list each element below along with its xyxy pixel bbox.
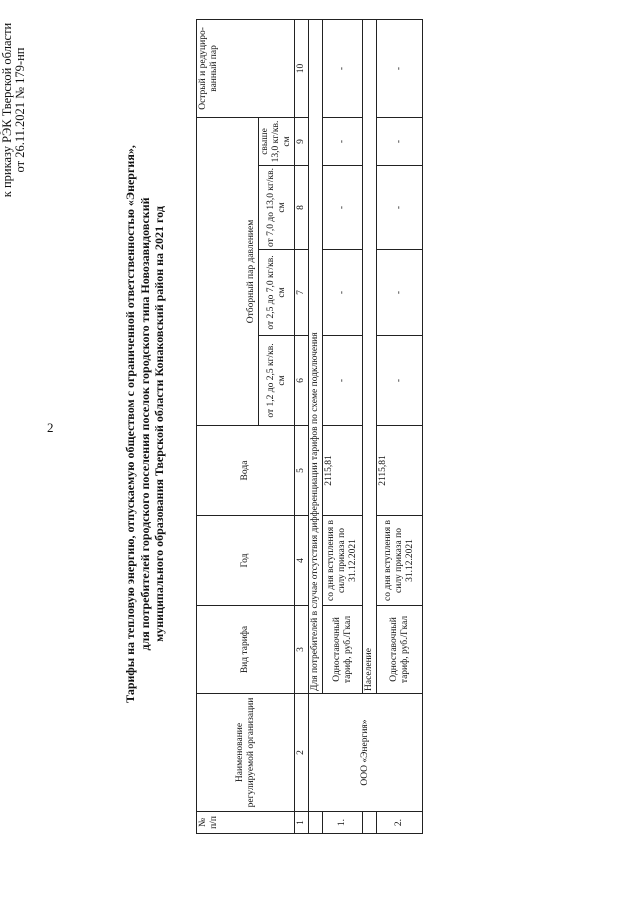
header-org: Наименование регулируемой организации	[197, 694, 295, 812]
row-year: со дня вступления в силу приказа по 31.12.2021	[377, 516, 423, 606]
header-year: Год	[197, 516, 295, 606]
row-pressure-1: -	[377, 336, 423, 426]
row-pressure-2: -	[323, 250, 363, 336]
document-title	[123, 54, 167, 794]
tariff-table	[196, 19, 423, 834]
appendix-block	[0, 20, 27, 200]
row-pressure-4: -	[323, 117, 363, 165]
row-num: 1.	[323, 812, 363, 834]
page-number: 2	[47, 420, 54, 435]
header-num: № п/п	[197, 812, 295, 834]
row-water: 2115,81	[323, 426, 363, 516]
header-pressure-3: от 7,0 до 13,0 кг/кв. см	[259, 166, 295, 250]
title-line-3: муниципального образования Тверской области Конаковский район на 2021 год	[152, 206, 166, 642]
section-consumers: Для потребителей в случае отсутствия дифференциации тарифов по схеме подключения	[309, 19, 323, 693]
header-steam: Отборный пар давлением	[197, 117, 259, 425]
row-sharp-steam: -	[323, 19, 363, 117]
table-cell-empty	[309, 812, 323, 834]
table-cell-empty	[363, 812, 377, 834]
row-sharp-steam: -	[377, 19, 423, 117]
row-pressure-3: -	[323, 166, 363, 250]
rotated-sheet	[0, 18, 430, 864]
column-index: 8	[295, 166, 309, 250]
header-pressure-2: от 2,5 до 7,0 кг/кв. см	[259, 250, 295, 336]
header-tariff-type: Вид тарифа	[197, 606, 295, 694]
row-pressure-3: -	[377, 166, 423, 250]
header-pressure-4: свыше 13,0 кг/кв. см	[259, 117, 295, 165]
column-index: 1	[295, 812, 309, 834]
column-index: 10	[295, 19, 309, 117]
section-population: Население	[363, 19, 377, 693]
column-index: 4	[295, 516, 309, 606]
column-index: 5	[295, 426, 309, 516]
row-year: со дня вступления в силу приказа по 31.12.2021	[323, 516, 363, 606]
column-index: 3	[295, 606, 309, 694]
row-water: 2115,81	[377, 426, 423, 516]
header-water: Вода	[197, 426, 295, 516]
header-sharp-steam: Острый и редуциро-ванный пар	[197, 19, 295, 117]
column-index: 2	[295, 694, 309, 812]
row-tariff: Одноставочный тариф, руб./Гкал	[377, 606, 423, 694]
appendix-line-2: к приказу РЭК Тверской области	[0, 22, 14, 198]
title-line-1: Тарифы на тепловую энергию, отпускаемую обществом с ограниченной ответственностью «Энергия»,	[123, 145, 137, 703]
header-pressure-1: от 1,2 до 2,5 кг/кв. см	[259, 336, 295, 426]
title-line-2: для потребителей городского поселения поселок городского типа Новозавидовский	[137, 197, 152, 651]
column-index: 6	[295, 336, 309, 426]
row-tariff: Одноставочный тариф, руб./Гкал	[323, 606, 363, 694]
row-num: 2.	[377, 812, 423, 834]
column-index: 9	[295, 117, 309, 165]
row-pressure-2: -	[377, 250, 423, 336]
org-name: ООО «Энергия»	[309, 694, 423, 812]
row-pressure-4: -	[377, 117, 423, 165]
row-pressure-1: -	[323, 336, 363, 426]
column-index: 7	[295, 250, 309, 336]
appendix-line-3: от 26.11.2021 № 179-нп	[13, 47, 27, 173]
